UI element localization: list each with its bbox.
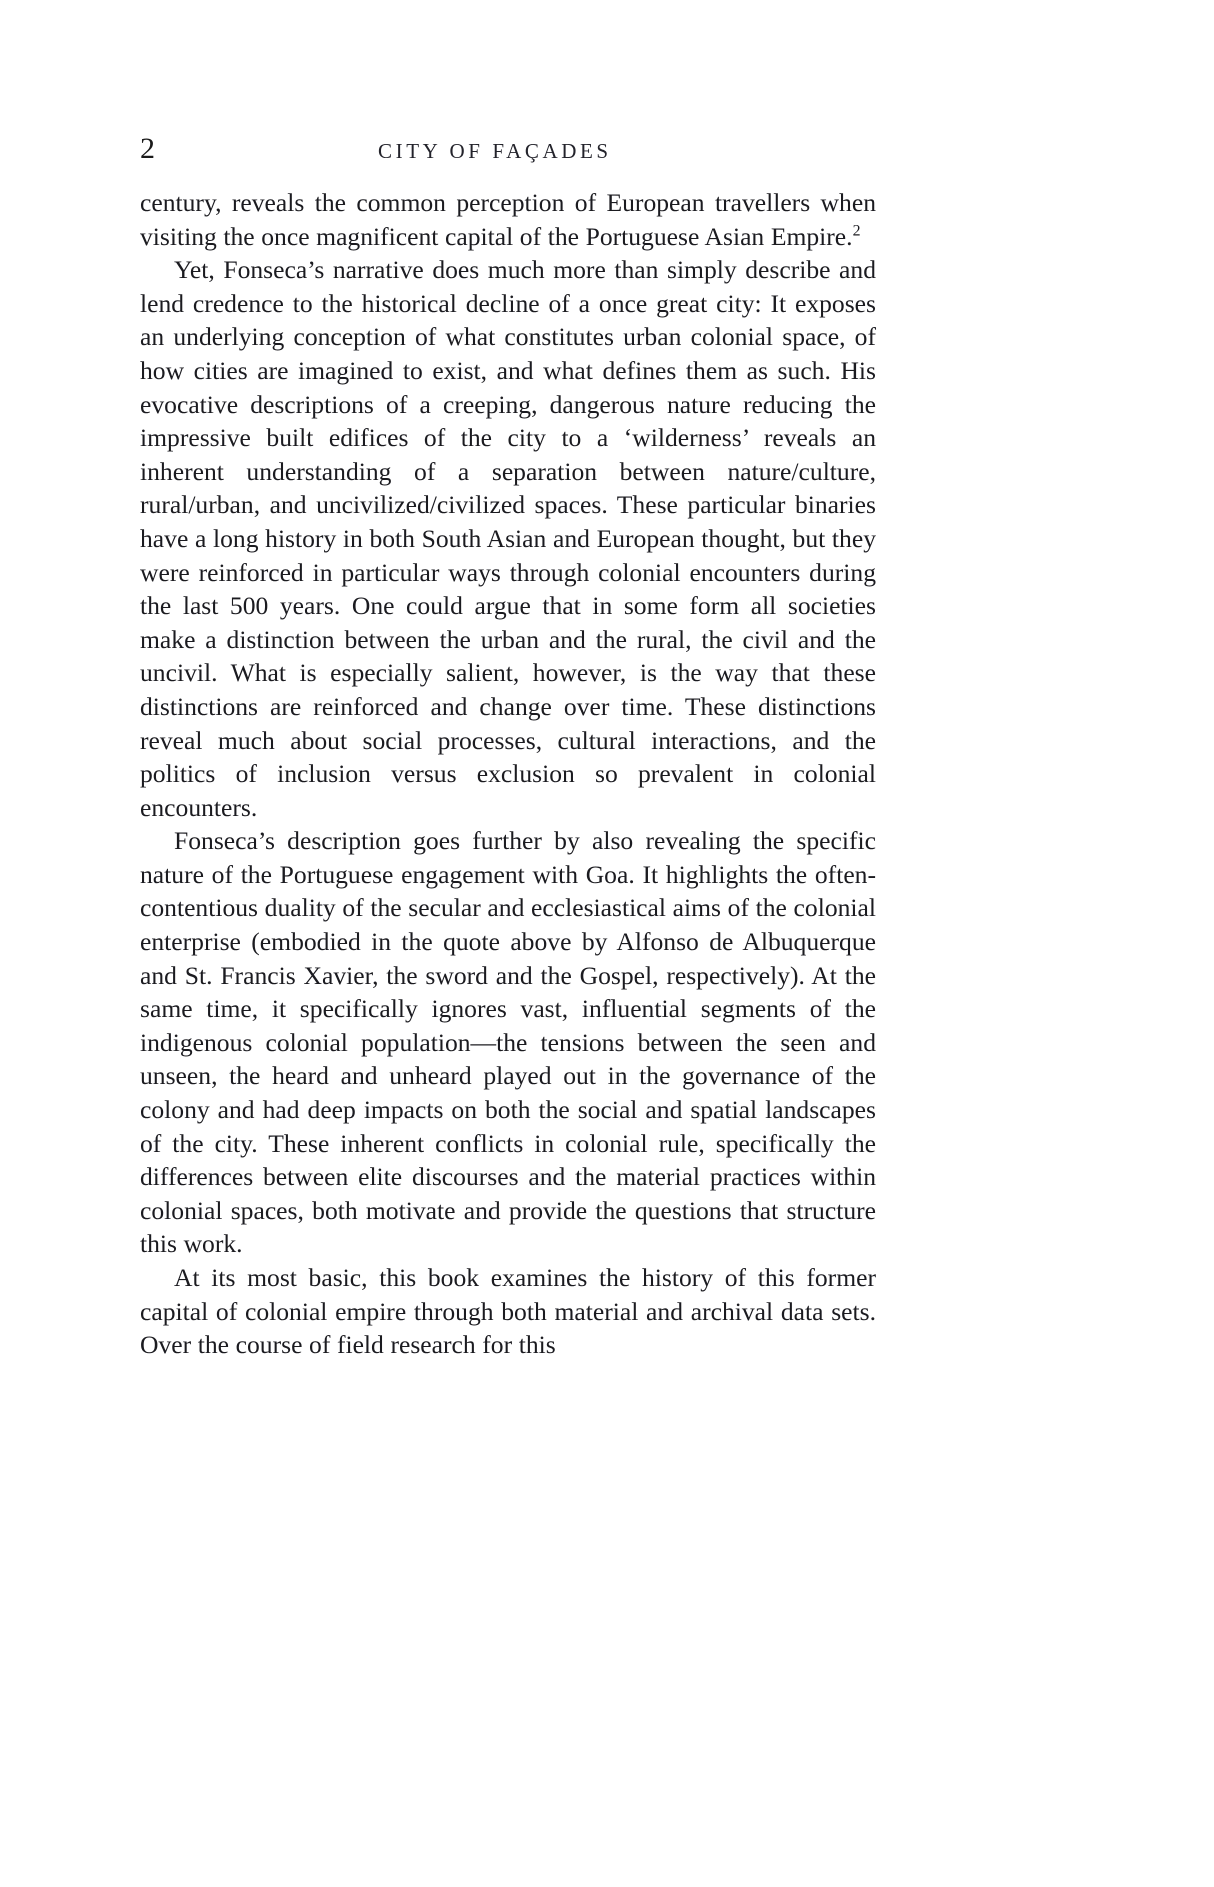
paragraph-4 bbox=[140, 1261, 876, 1362]
running-head bbox=[140, 132, 876, 166]
paragraph-1-text: century, reveals the common perception of European travellers when visiting the once magnificent capital of the Portuguese Asian Empire. bbox=[140, 188, 876, 251]
body-text-column bbox=[140, 186, 876, 1362]
paragraph-1 bbox=[140, 186, 876, 253]
running-head-title: CITY OF FAÇADES bbox=[378, 139, 612, 163]
paragraph-2-text: Yet, Fonseca’s narrative does much more than simply describe and lend credence to the historical decline of a once great city: It exposes an underlying conception of what constitutes urban colonial space, of how cities are imagined to exist, and what defines them as such. His evocative descriptions of a creeping, dangerous nature reducing the impressive built edifices of the city to a ‘wilderness’ reveals an inherent understanding of a separation between nature/culture, rural/urban, and uncivilized/civilized spaces. These particular binaries have a long history in both South Asian and European thought, but they were reinforced in particular ways through colonial encounters during the last 500 years. One could argue that in some form all societies make a distinction between the urban and the rural, the civil and the uncivil. What is especially salient, however, is the way that these distinctions are reinforced and change over time. These distinctions reveal much about social processes, cultural interactions, and the politics of inclusion versus exclusion so prevalent in colonial encounters. bbox=[140, 255, 876, 822]
paragraph-4-text: At its most basic, this book examines the history of this former capital of colonial empire through both material and archival data sets. Over the course of field research for this bbox=[140, 1263, 876, 1360]
paragraph-2 bbox=[140, 253, 876, 824]
paragraph-3-text: Fonseca’s description goes further by also revealing the specific nature of the Portuguese engagement with Goa. It highlights the often-contentious duality of the secular and ecclesiastical aims of the colonial enterprise (embodied in the quote above by Alfonso de Albuquerque and St. Francis Xavier, the sword and the Gospel, respectively). At the same time, it specifically ignores vast, influential segments of the indigenous colonial population—the tensions between the seen and unseen, the heard and unheard played out in the governance of the colony and had deep impacts on both the social and spatial landscapes of the city. These inherent conflicts in colonial rule, specifically the differences between elite discourses and the material practices within colonial spaces, both motivate and provide the questions that structure this work. bbox=[140, 826, 876, 1259]
paragraph-3 bbox=[140, 824, 876, 1261]
footnote-marker-2: 2 bbox=[852, 222, 861, 240]
page-number: 2 bbox=[140, 132, 155, 165]
